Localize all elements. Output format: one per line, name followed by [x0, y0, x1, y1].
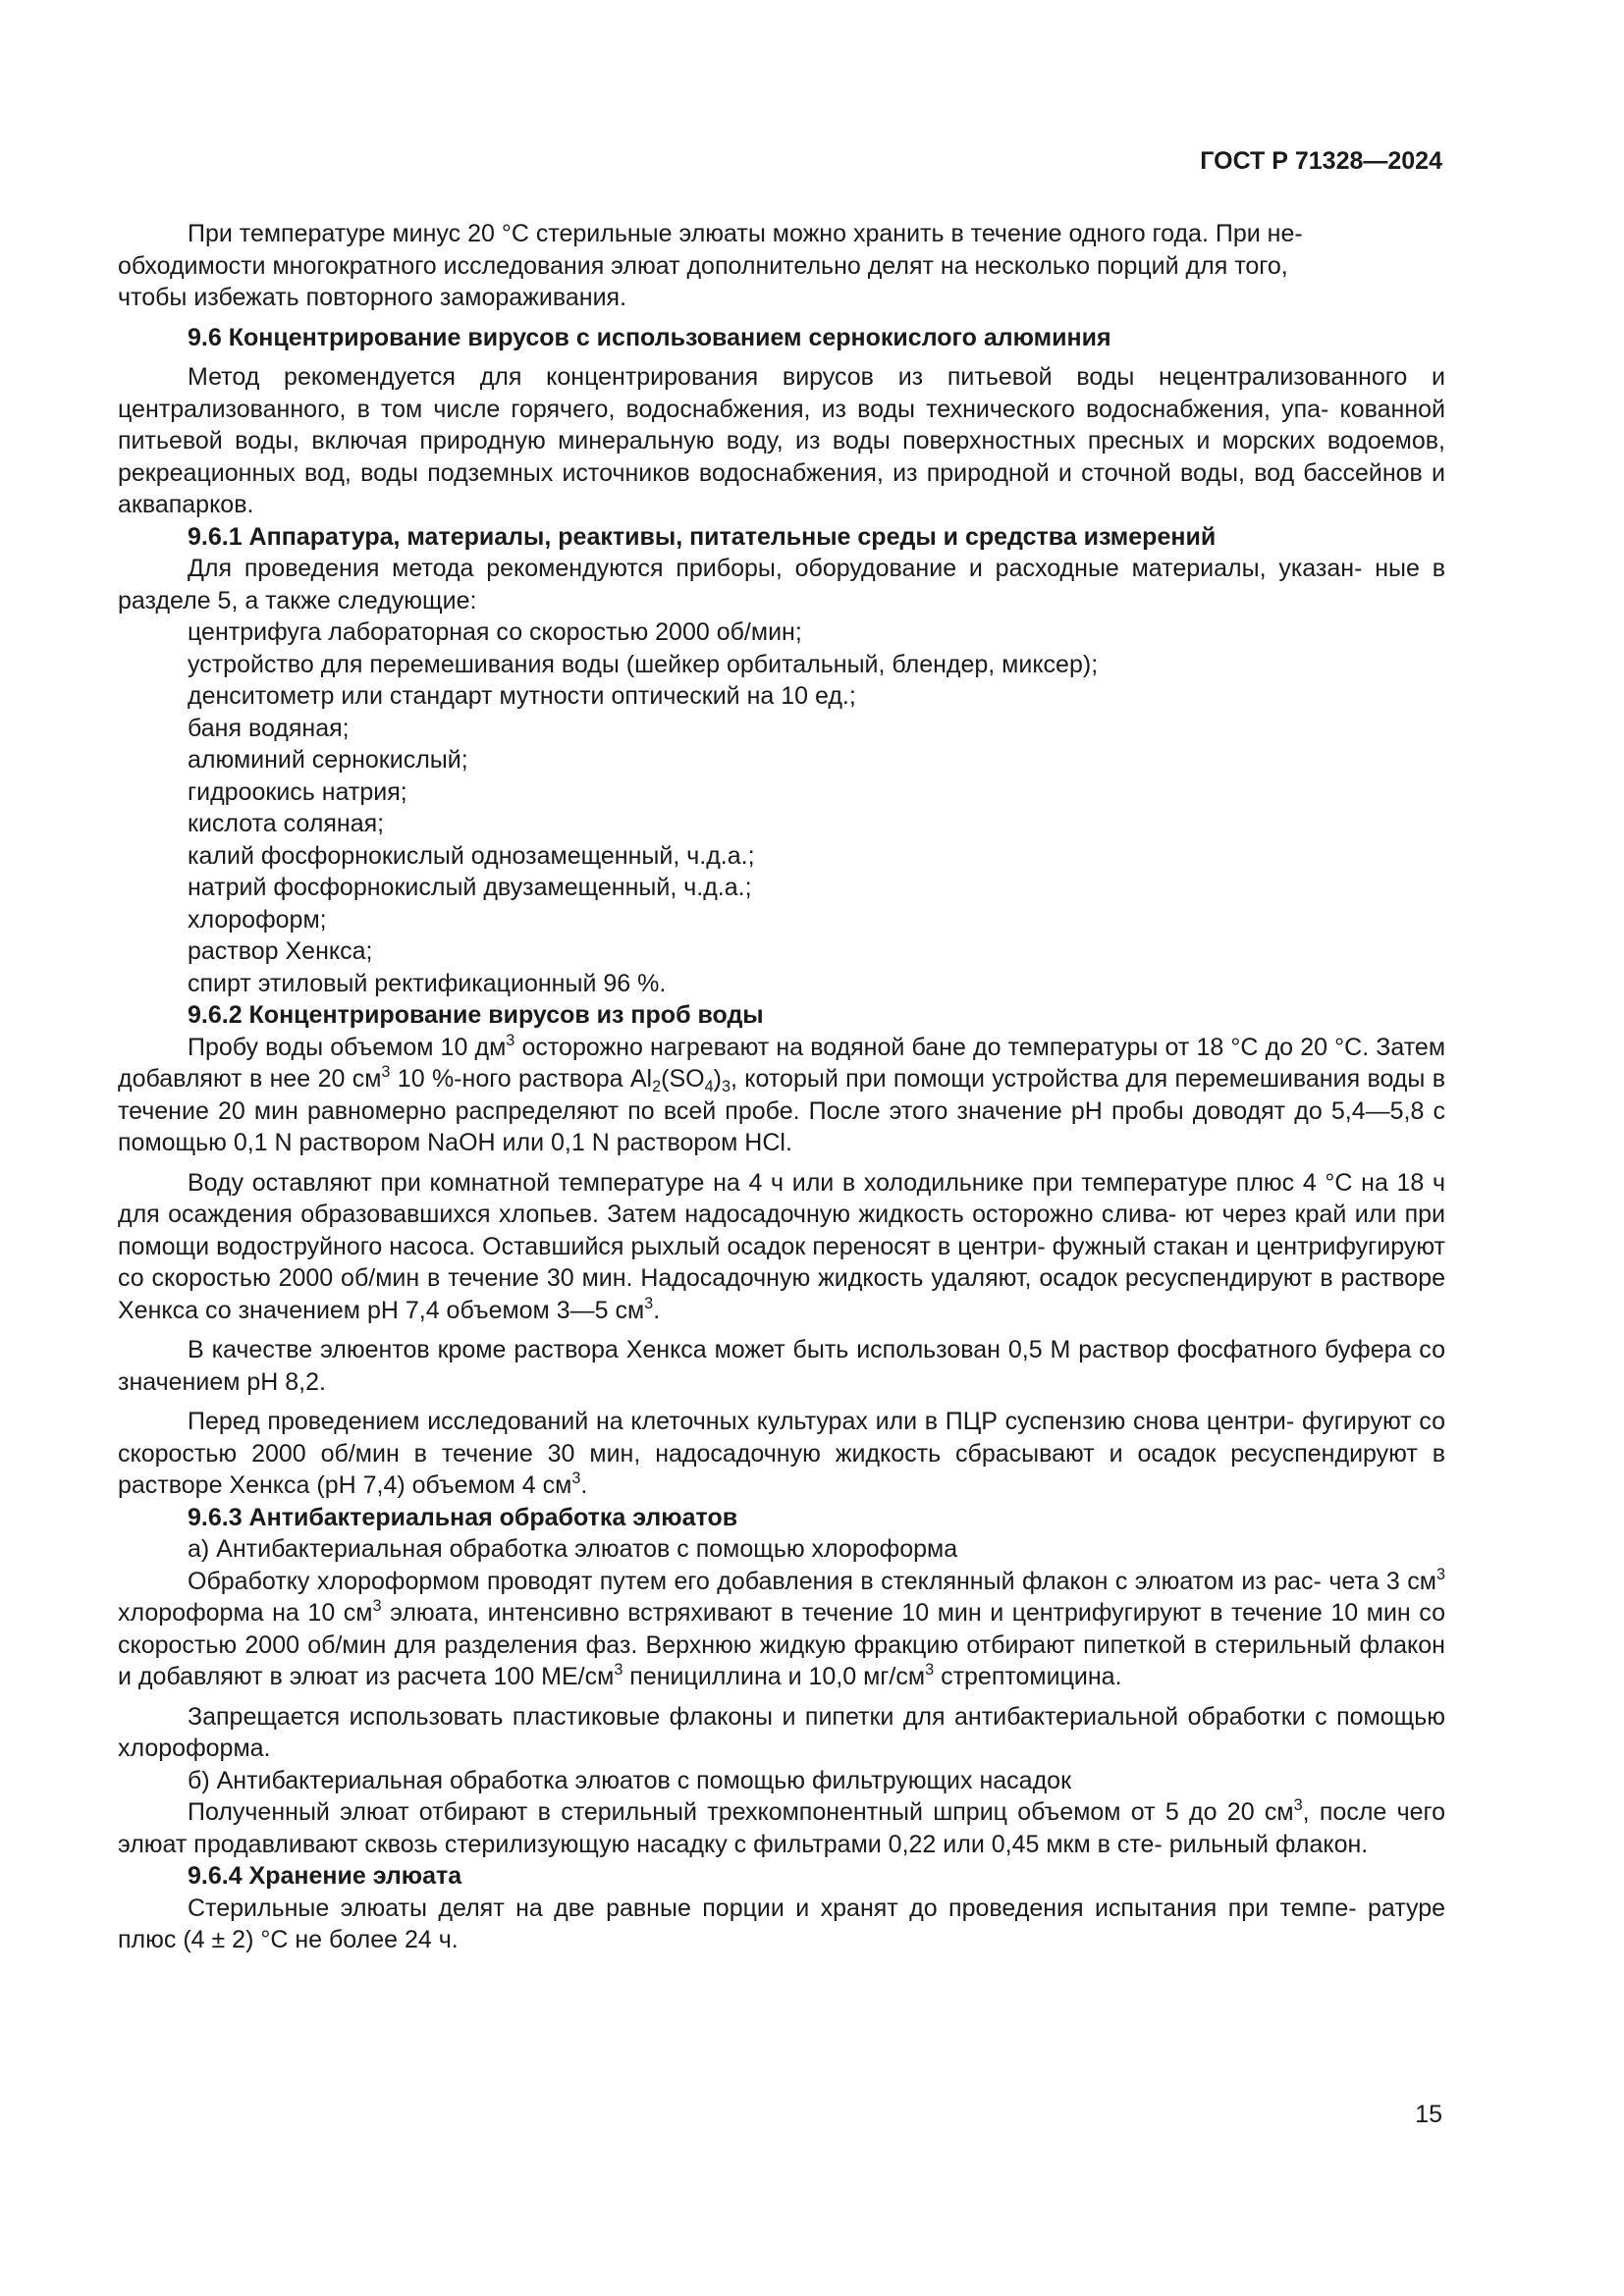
text-line: чтобы избежать повторного замораживания.	[118, 284, 627, 311]
superscript: 3	[925, 1660, 935, 1679]
text-run: хлороформа на 10 см	[118, 1599, 373, 1627]
text-run: Пробу воды объемом 10 дм	[188, 1033, 507, 1061]
list-item: устройство для перемешивания воды (шейкер орбитальный, блендер, миксер);	[188, 650, 1099, 678]
paragraph	[118, 1566, 1445, 1693]
text-line: централизованного, в том числе горячего, водоснабжения, из воды технического водоснабжения, упа-	[118, 395, 1329, 423]
text-run: .	[653, 1296, 661, 1324]
superscript: 3	[571, 1468, 581, 1487]
text-line: после чего элюат продавливают сквозь стерилизующую насадку с фильтрами 0,22 или 0,45 мкм в сте-	[118, 1798, 1446, 1858]
list-item: денситометр или стандарт мутности оптический на 10 ед.;	[188, 682, 856, 710]
text-line: рильный флакон.	[1168, 1830, 1369, 1858]
list-item: гидроокись натрия;	[188, 777, 407, 806]
text-line: буфера со значением pH 8,2.	[118, 1336, 1445, 1396]
text-run: пенициллина и 10,0 мг/см	[623, 1663, 926, 1690]
paragraph	[118, 1032, 1445, 1159]
text-line: ратуре плюс (4 ± 2) °С не более 24 ч.	[118, 1894, 1446, 1953]
paragraph	[118, 1167, 1445, 1327]
list-item: алюминий сернокислый;	[188, 746, 468, 774]
list-item: центрифуга лабораторная со скоростью 2000 об/мин;	[188, 618, 802, 646]
text-run: , который при помощи устройства для	[731, 1065, 1168, 1093]
text-run: .	[580, 1471, 588, 1499]
superscript: 3	[372, 1596, 382, 1615]
text-run: )	[713, 1065, 722, 1093]
paragraph	[118, 218, 1445, 314]
list-item: натрий фосфорнокислый двузамещенный, ч.д.а.;	[188, 874, 752, 901]
text-run: Полученный элюат отбирают в стерильный трехкомпонентный шприц объемом от 5 до 20 см	[188, 1798, 1294, 1826]
text-line: сточной воды, вод бассейнов и аквапарков.	[118, 458, 1445, 518]
subscript: 2	[652, 1077, 662, 1095]
text-line: фугируют со скоростью 2000 об/мин в течение 30 мин, надосадочную жидкость сбрасывают и осадок	[118, 1408, 1445, 1468]
paragraph	[118, 361, 1445, 521]
text-line: Воду оставляют при комнатной температуре на 4 ч или в холодильнике при температуре плюс	[188, 1168, 1295, 1197]
section-heading-9-6-4: 9.6.4 Хранение элюата	[188, 1862, 462, 1890]
text-line: В качестве элюентов кроме раствора Хенкса может быть использован 0,5 М раствор фосфатного	[188, 1336, 1318, 1363]
page-number: 15	[1415, 2101, 1442, 2128]
text-line: в течение 10 мин со скоростью 2000 об/мин для разделения фаз. Верхнюю жидкую фракцию отбирают	[118, 1599, 1445, 1659]
subscript: 4	[704, 1077, 714, 1095]
superscript: 3	[1293, 1795, 1303, 1814]
equipment-list	[118, 616, 1445, 999]
text-line: Для проведения метода рекомендуются приборы, оборудование и расходные материалы, указан-	[188, 555, 1363, 582]
page-body	[118, 218, 1445, 1956]
paragraph	[118, 1334, 1445, 1398]
text-line: Стерильные элюаты делят на две равные порции и хранят до проведения испытания при темпе-	[188, 1894, 1357, 1922]
text-run: элюата, интенсивно встряхивают в течение 10 мин и центрифугируют	[381, 1599, 1202, 1627]
superscript: 3	[644, 1294, 654, 1312]
text-run: пипеткой в стерильный флакон и добавляют в элюат из расчета 100 МЕ/см	[118, 1630, 1445, 1690]
paragraph	[118, 1406, 1445, 1502]
text-line: ные в разделе 5, а также следующие:	[118, 555, 1446, 614]
text-line: Запрещается использовать пластиковые флаконы и пипетки для антибактериальной обработки с	[188, 1702, 1327, 1731]
paragraph	[118, 1893, 1445, 1956]
list-item: раствор Хенкса;	[188, 937, 373, 965]
text-line: помощью хлороформа.	[118, 1702, 1445, 1762]
list-item: спирт этиловый ректификационный 96 %.	[188, 969, 667, 997]
superscript: 3	[1435, 1565, 1445, 1583]
list-item: калий фосфорнокислый однозамещенный, ч.д.а.;	[188, 841, 755, 870]
list-item: баня водяная;	[188, 714, 350, 742]
section-heading-9-6: 9.6 Концентрирование вирусов с использованием сернокислого алюминия	[188, 323, 1111, 351]
subscript: 3	[721, 1077, 731, 1095]
text-run: чета 3 см	[1328, 1567, 1436, 1595]
superscript: 3	[614, 1660, 623, 1679]
text-run: pH пробы доводят до 5,4—5,8 с помощью 0,1 N раствором NaOH или 0,1 N раствором HCl.	[118, 1096, 1445, 1156]
text-run: ,	[1302, 1798, 1310, 1826]
text-line: стрептомицина.	[941, 1663, 1122, 1690]
paragraph	[118, 1701, 1445, 1765]
text-run: удаляют, осадок ресуспендируют в растворе Хенкса со значением pH 7,4 объемом 3—5 см	[118, 1264, 1446, 1324]
text-line: ют через край или при помощи водоструйного насоса. Оставшийся рыхлый осадок переносят в центри-	[118, 1201, 1446, 1260]
text-line: Перед проведением исследований на клеточных культурах или в ПЦР суспензию снова центри-	[188, 1408, 1295, 1435]
text-run: осторожно нагревают на водяной бане до температуры от 18 °С до	[514, 1033, 1294, 1061]
text-line: 4 °С на 18 ч для осаждения образовавшихся хлопьев. Затем надосадочную жидкость осторожно слива-	[118, 1168, 1446, 1228]
list-item: кислота соляная;	[188, 810, 385, 837]
text-run: 20 °С. Затем добавляют в нее 20 см	[118, 1033, 1446, 1093]
text-run: перемешивания воды в течение 20 мин равномерно распределяют по всей пробе. После этого значение	[118, 1065, 1445, 1125]
text-run: 10 %-ного раствора Al	[390, 1065, 653, 1093]
text-line: морских водоемов, рекреационных вод, воды подземных источников водоснабжения, из природной и	[118, 427, 1445, 487]
paragraph	[118, 553, 1445, 616]
text-line: кованной питьевой воды, включая природную минеральную воду, из воды поверхностных пресных и	[118, 395, 1445, 454]
text-line: Метод рекомендуется для концентрирования вирусов из питьевой воды нецентрализованного и	[188, 363, 1445, 391]
paragraph	[118, 1796, 1445, 1860]
text-line: При температуре минус 20 °С стерильные элюаты можно хранить в течение одного года. При не-	[188, 220, 1303, 247]
text-line: фужный стакан и центрифугируют со скоростью 2000 об/мин в течение 30 мин. Надосадочную жидкость	[118, 1232, 1445, 1292]
text-line: Обработку хлороформом проводят путем его добавления в стеклянный флакон с элюатом из рас-	[188, 1567, 1322, 1595]
text-run: (SO	[661, 1065, 705, 1093]
text-line: обходимости многократного исследования элюат дополнительно делят на несколько порций для того,	[118, 251, 1288, 280]
subsection-a: а) Антибактериальная обработка элюатов с помощью хлороформа	[188, 1535, 958, 1563]
document-code: ГОСТ Р 71328—2024	[1200, 147, 1442, 175]
section-heading-9-6-3: 9.6.3 Антибактериальная обработка элюатов	[188, 1503, 738, 1531]
section-heading-9-6-2: 9.6.2 Концентрирование вирусов из проб воды	[188, 1001, 764, 1029]
superscript: 3	[381, 1062, 391, 1081]
superscript: 3	[506, 1031, 515, 1049]
section-heading-9-6-1: 9.6.1 Аппаратура, материалы, реактивы, питательные среды и средства измерений	[188, 522, 1217, 551]
subsection-b: б) Антибактериальная обработка элюатов с помощью фильтрующих насадок	[188, 1766, 1071, 1794]
list-item: хлороформ;	[188, 905, 327, 934]
text-run: ресуспендируют в растворе Хенкса (pH 7,4) объемом 4 см	[118, 1439, 1446, 1499]
